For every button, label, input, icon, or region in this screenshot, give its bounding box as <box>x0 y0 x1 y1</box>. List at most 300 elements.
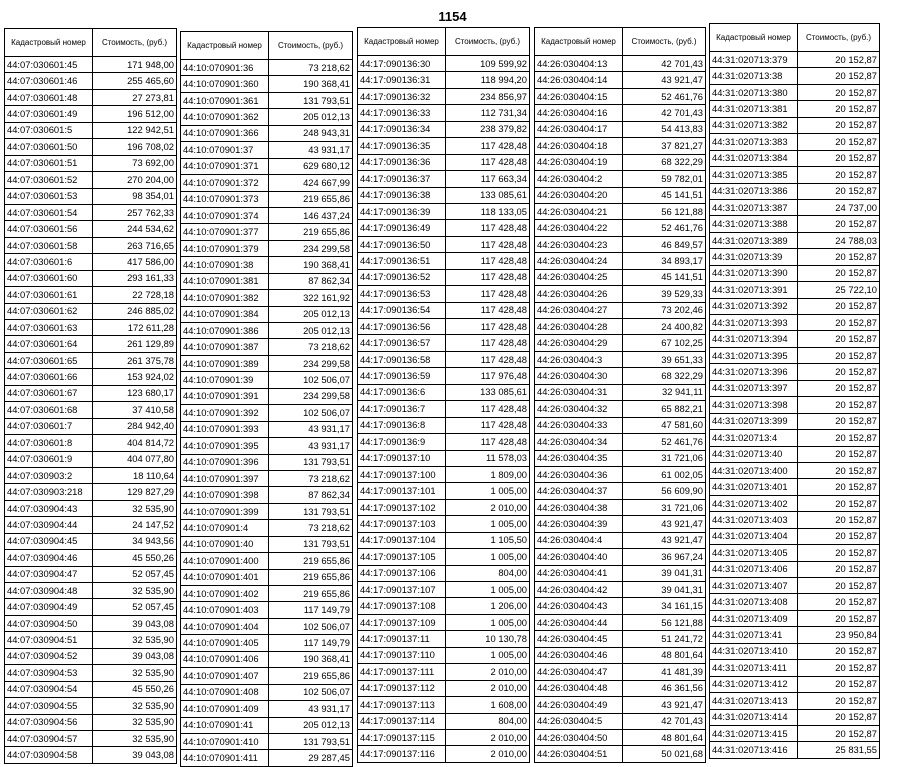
value-cell: 11 578,03 <box>446 450 530 466</box>
cadastral-number-cell: 44:26:030404:36 <box>535 466 623 482</box>
value-cell: 117 428,48 <box>446 269 530 285</box>
table-row <box>181 487 353 503</box>
cadastral-number-cell: 44:10:070901:40 <box>181 536 269 552</box>
cadastral-number-cell: 44:10:070901:396 <box>181 454 269 470</box>
value-cell: 1 005,00 <box>446 516 530 532</box>
table-row <box>535 516 706 532</box>
cadastral-number-cell: 44:17:090137:10 <box>358 450 446 466</box>
cadastral-number-cell: 44:10:070901:387 <box>181 339 269 355</box>
cadastral-number-cell: 44:10:070901:384 <box>181 306 269 322</box>
table-row <box>535 401 706 417</box>
cadastral-number-cell: 44:31:020713:392 <box>710 298 798 314</box>
table-row <box>5 73 177 89</box>
table-row <box>710 101 880 117</box>
cadastral-number-cell: 44:26:030404:40 <box>535 549 623 565</box>
cadastral-number-cell: 44:31:020713:382 <box>710 117 798 133</box>
table-row <box>358 220 530 236</box>
cadastral-number-cell: 44:26:030404:13 <box>535 56 623 72</box>
value-cell: 37 410,58 <box>93 402 177 418</box>
value-cell: 39 041,31 <box>623 565 706 581</box>
value-cell: 34 943,56 <box>93 533 177 549</box>
cadastral-number-cell: 44:07:030601:63 <box>5 320 93 336</box>
table-header-row <box>535 28 706 56</box>
value-cell: 2 010,00 <box>446 499 530 515</box>
table-row <box>535 664 706 680</box>
cadastral-number-cell: 44:17:090136:53 <box>358 286 446 302</box>
value-cell: 20 152,87 <box>798 693 880 709</box>
value-cell: 20 152,87 <box>798 101 880 117</box>
table-row <box>5 714 177 730</box>
table-row <box>535 614 706 630</box>
value-cell: 20 152,87 <box>798 578 880 594</box>
table-row <box>358 434 530 450</box>
table-row <box>181 125 353 141</box>
table-row <box>535 499 706 515</box>
cadastral-number-cell: 44:26:030404:27 <box>535 302 623 318</box>
table-row <box>181 454 353 470</box>
cadastral-number-cell: 44:07:030601:8 <box>5 435 93 451</box>
table-row <box>535 417 706 433</box>
value-cell: 20 152,87 <box>798 446 880 462</box>
cadastral-number-cell: 44:17:090137:100 <box>358 466 446 482</box>
table-row <box>5 172 177 188</box>
value-cell: 196 708,02 <box>93 139 177 155</box>
value-cell: 322 161,92 <box>269 290 353 306</box>
table-header-row <box>710 24 880 52</box>
cadastral-number-cell: 44:26:030404:21 <box>535 203 623 219</box>
table-row <box>5 287 177 303</box>
cadastral-number-cell: 44:31:020713:397 <box>710 380 798 396</box>
cadastral-number-cell: 44:10:070901:36 <box>181 60 269 76</box>
value-cell: 20 152,87 <box>798 134 880 150</box>
table-row <box>358 664 530 680</box>
cadastral-number-cell: 44:10:070901:361 <box>181 92 269 108</box>
cadastral-number-cell: 44:26:030404:22 <box>535 220 623 236</box>
cadastral-number-cell: 44:17:090137:112 <box>358 680 446 696</box>
value-cell: 32 535,90 <box>93 632 177 648</box>
table-row <box>181 372 353 388</box>
value-cell: 123 680,17 <box>93 385 177 401</box>
cadastral-number-cell: 44:07:030903:218 <box>5 484 93 500</box>
table-row <box>358 450 530 466</box>
table-row <box>710 528 880 544</box>
value-cell: 24 147,52 <box>93 517 177 533</box>
cadastral-number-cell: 44:07:030601:61 <box>5 287 93 303</box>
value-cell: 20 152,87 <box>798 68 880 84</box>
value-cell: 131 793,51 <box>269 536 353 552</box>
table-row <box>181 569 353 585</box>
cadastral-number-cell: 44:10:070901:377 <box>181 224 269 240</box>
cadastral-number-cell: 44:26:030404:51 <box>535 746 623 762</box>
value-cell: 20 152,87 <box>798 594 880 610</box>
table-row <box>535 203 706 219</box>
cadastral-number-cell: 44:17:090136:6 <box>358 384 446 400</box>
cadastral-number-cell: 44:07:030601:65 <box>5 352 93 368</box>
cadastral-number-cell: 44:07:030601:49 <box>5 106 93 122</box>
value-cell: 65 882,21 <box>623 401 706 417</box>
cadastral-number-cell: 44:26:030404:38 <box>535 499 623 515</box>
cadastral-number-cell: 44:31:020713:400 <box>710 462 798 478</box>
value-cell: 1 005,00 <box>446 582 530 598</box>
cadastral-number-cell: 44:26:030404:42 <box>535 582 623 598</box>
cadastral-number-cell: 44:07:030904:45 <box>5 533 93 549</box>
table-row <box>358 729 530 745</box>
table-header-row <box>5 29 177 57</box>
cadastral-number-cell: 44:10:070901:408 <box>181 684 269 700</box>
value-cell: 20 152,87 <box>798 117 880 133</box>
cadastral-number-cell: 44:31:020713:413 <box>710 693 798 709</box>
value-cell: 45 141,51 <box>623 269 706 285</box>
cadastral-number-cell: 44:31:020713:406 <box>710 561 798 577</box>
cadastral-number-cell: 44:26:030404:17 <box>535 121 623 137</box>
value-cell: 424 667,99 <box>269 175 353 191</box>
value-cell: 41 481,39 <box>623 664 706 680</box>
cadastral-number-cell: 44:07:030601:68 <box>5 402 93 418</box>
value-cell: 20 152,87 <box>798 561 880 577</box>
value-cell: 2 010,00 <box>446 664 530 680</box>
value-cell: 404 077,80 <box>93 451 177 467</box>
header-cadastral-number: Кадастровый номер <box>710 24 798 52</box>
value-cell: 45 141,51 <box>623 187 706 203</box>
value-cell: 117 428,48 <box>446 351 530 367</box>
table-row <box>710 265 880 281</box>
table-row <box>181 191 353 207</box>
cadastral-number-cell: 44:10:070901:409 <box>181 701 269 717</box>
cadastral-number-cell: 44:31:020713:414 <box>710 709 798 725</box>
cadastral-number-cell: 44:31:020713:383 <box>710 134 798 150</box>
table-row <box>181 207 353 223</box>
cadastral-number-cell: 44:26:030404:26 <box>535 286 623 302</box>
table-row <box>535 680 706 696</box>
table-row <box>181 536 353 552</box>
cadastral-number-cell: 44:10:070901:38 <box>181 257 269 273</box>
cadastral-number-cell: 44:17:090137:113 <box>358 697 446 713</box>
value-cell: 219 655,86 <box>269 553 353 569</box>
table-row <box>358 417 530 433</box>
value-cell: 248 943,31 <box>269 125 353 141</box>
cadastral-table-1 <box>4 28 177 764</box>
table-row <box>181 240 353 256</box>
table-row <box>358 138 530 154</box>
value-cell: 190 368,41 <box>269 651 353 667</box>
cadastral-number-cell: 44:07:030904:43 <box>5 500 93 516</box>
table-row <box>358 335 530 351</box>
table-row <box>710 347 880 363</box>
value-cell: 98 354,01 <box>93 188 177 204</box>
table-row <box>181 273 353 289</box>
table-row <box>181 701 353 717</box>
cadastral-table-2 <box>180 31 353 767</box>
cadastral-number-cell: 44:07:030904:44 <box>5 517 93 533</box>
cadastral-number-cell: 44:07:030601:51 <box>5 155 93 171</box>
value-cell: 20 152,87 <box>798 347 880 363</box>
table-row <box>5 566 177 582</box>
value-cell: 52 461,76 <box>623 88 706 104</box>
value-cell: 73 202,46 <box>623 302 706 318</box>
table-row <box>710 709 880 725</box>
value-cell: 47 581,60 <box>623 417 706 433</box>
value-cell: 24 400,82 <box>623 319 706 335</box>
table-row <box>710 660 880 676</box>
cadastral-number-cell: 44:17:090137:111 <box>358 664 446 680</box>
value-cell: 20 152,87 <box>798 397 880 413</box>
cadastral-number-cell: 44:26:030404:45 <box>535 631 623 647</box>
table-row <box>710 594 880 610</box>
value-cell: 29 287,45 <box>269 750 353 766</box>
table-row <box>710 512 880 528</box>
cadastral-number-cell: 44:10:070901:398 <box>181 487 269 503</box>
header-cadastral-number: Кадастровый номер <box>5 29 93 57</box>
cadastral-number-cell: 44:17:090136:33 <box>358 105 446 121</box>
cadastral-number-cell: 44:07:030904:46 <box>5 550 93 566</box>
table-row <box>5 500 177 516</box>
table-row <box>710 397 880 413</box>
cadastral-number-cell: 44:31:020713:391 <box>710 282 798 298</box>
value-cell: 205 012,13 <box>269 323 353 339</box>
cadastral-number-cell: 44:07:030904:47 <box>5 566 93 582</box>
table-row <box>535 368 706 384</box>
cadastral-number-cell: 44:31:020713:385 <box>710 167 798 183</box>
table-row <box>358 368 530 384</box>
value-cell: 25 722,10 <box>798 282 880 298</box>
cadastral-number-cell: 44:10:070901:366 <box>181 125 269 141</box>
table-row <box>181 290 353 306</box>
value-cell: 20 152,87 <box>798 528 880 544</box>
value-cell: 629 680,12 <box>269 158 353 174</box>
header-value: Стоимость, (руб.) <box>623 28 706 56</box>
table-row <box>5 730 177 746</box>
table-row <box>358 532 530 548</box>
value-cell: 31 721,06 <box>623 499 706 515</box>
value-cell: 284 942,40 <box>93 418 177 434</box>
table-row <box>5 747 177 763</box>
value-cell: 804,00 <box>446 565 530 581</box>
cadastral-number-cell: 44:10:070901:389 <box>181 355 269 371</box>
table-row <box>710 742 880 758</box>
table-row <box>535 532 706 548</box>
cadastral-number-cell: 44:17:090137:108 <box>358 598 446 614</box>
cadastral-number-cell: 44:07:030601:7 <box>5 418 93 434</box>
cadastral-number-cell: 44:07:030904:54 <box>5 681 93 697</box>
cadastral-number-cell: 44:26:030404:15 <box>535 88 623 104</box>
cadastral-number-cell: 44:26:030404:3 <box>535 351 623 367</box>
value-cell: 24 788,03 <box>798 232 880 248</box>
table-row <box>535 286 706 302</box>
cadastral-number-cell: 44:26:030404:33 <box>535 417 623 433</box>
value-cell: 122 942,51 <box>93 122 177 138</box>
value-cell: 129 827,29 <box>93 484 177 500</box>
value-cell: 133 085,61 <box>446 187 530 203</box>
table-row <box>710 693 880 709</box>
value-cell: 234 299,58 <box>269 388 353 404</box>
value-cell: 255 465,60 <box>93 73 177 89</box>
table-row <box>5 320 177 336</box>
cadastral-number-cell: 44:10:070901:41 <box>181 717 269 733</box>
table-row <box>358 351 530 367</box>
table-row <box>181 684 353 700</box>
table-row <box>5 418 177 434</box>
value-cell: 1 206,00 <box>446 598 530 614</box>
table-row <box>5 303 177 319</box>
value-cell: 68 322,29 <box>623 368 706 384</box>
cadastral-number-cell: 44:07:030904:58 <box>5 747 93 763</box>
cadastral-number-cell: 44:07:030904:53 <box>5 665 93 681</box>
table-row <box>181 323 353 339</box>
cadastral-number-cell: 44:17:090136:7 <box>358 401 446 417</box>
cadastral-number-cell: 44:17:090137:107 <box>358 582 446 598</box>
value-cell: 20 152,87 <box>798 479 880 495</box>
table-row <box>710 364 880 380</box>
value-cell: 117 428,48 <box>446 138 530 154</box>
cadastral-number-cell: 44:10:070901:411 <box>181 750 269 766</box>
table-row <box>181 60 353 76</box>
cadastral-number-cell: 44:07:030601:52 <box>5 172 93 188</box>
value-cell: 20 152,87 <box>798 709 880 725</box>
cadastral-number-cell: 44:07:030601:64 <box>5 336 93 352</box>
value-cell: 118 133,05 <box>446 203 530 219</box>
cadastral-table-3 <box>357 27 530 763</box>
value-cell: 20 152,87 <box>798 52 880 68</box>
value-cell: 20 152,87 <box>798 364 880 380</box>
cadastral-number-cell: 44:10:070901:395 <box>181 438 269 454</box>
table-row <box>535 72 706 88</box>
cadastral-number-cell: 44:10:070901:37 <box>181 142 269 158</box>
table-row <box>535 335 706 351</box>
value-cell: 117 663,34 <box>446 171 530 187</box>
table-row <box>710 183 880 199</box>
cadastral-number-cell: 44:17:090136:50 <box>358 236 446 252</box>
table-row <box>181 750 353 766</box>
table-row <box>181 339 353 355</box>
value-cell: 1 809,00 <box>446 466 530 482</box>
table-row <box>5 632 177 648</box>
cadastral-number-cell: 44:07:030903:2 <box>5 467 93 483</box>
table-row <box>358 582 530 598</box>
value-cell: 42 701,43 <box>623 713 706 729</box>
table-row <box>710 643 880 659</box>
value-cell: 205 012,13 <box>269 717 353 733</box>
value-cell: 20 152,87 <box>798 610 880 626</box>
table-row <box>358 697 530 713</box>
table-row <box>535 450 706 466</box>
table-row <box>358 154 530 170</box>
table-row <box>710 495 880 511</box>
table-row <box>535 121 706 137</box>
cadastral-number-cell: 44:26:030404:19 <box>535 154 623 170</box>
value-cell: 48 801,64 <box>623 647 706 663</box>
table-row <box>358 105 530 121</box>
table-row <box>535 302 706 318</box>
value-cell: 42 701,43 <box>623 105 706 121</box>
value-cell: 244 534,62 <box>93 221 177 237</box>
value-cell: 51 241,72 <box>623 631 706 647</box>
cadastral-number-cell: 44:07:030904:55 <box>5 698 93 714</box>
value-cell: 1 005,00 <box>446 647 530 663</box>
cadastral-number-cell: 44:26:030404:41 <box>535 565 623 581</box>
table-row <box>5 139 177 155</box>
value-cell: 219 655,86 <box>269 224 353 240</box>
cadastral-number-cell: 44:31:020713:41 <box>710 627 798 643</box>
cadastral-number-cell: 44:26:030404:4 <box>535 532 623 548</box>
value-cell: 205 012,13 <box>269 109 353 125</box>
value-cell: 73 218,62 <box>269 520 353 536</box>
cadastral-number-cell: 44:07:030904:56 <box>5 714 93 730</box>
value-cell: 246 885,02 <box>93 303 177 319</box>
value-cell: 20 152,87 <box>798 495 880 511</box>
value-cell: 20 152,87 <box>798 265 880 281</box>
cadastral-number-cell: 44:17:090137:115 <box>358 729 446 745</box>
cadastral-number-cell: 44:07:030904:57 <box>5 730 93 746</box>
value-cell: 20 152,87 <box>798 413 880 429</box>
table-row <box>710 68 880 84</box>
table-row <box>710 413 880 429</box>
cadastral-number-cell: 44:26:030404:31 <box>535 384 623 400</box>
cadastral-number-cell: 44:07:030601:54 <box>5 204 93 220</box>
value-cell: 117 149,79 <box>269 602 353 618</box>
table-row <box>5 615 177 631</box>
table-row <box>5 221 177 237</box>
value-cell: 2 010,00 <box>446 729 530 745</box>
table-row <box>5 188 177 204</box>
value-cell: 20 152,87 <box>798 380 880 396</box>
cadastral-number-cell: 44:26:030404:50 <box>535 729 623 745</box>
value-cell: 37 821,27 <box>623 138 706 154</box>
value-cell: 1 105,50 <box>446 532 530 548</box>
cadastral-number-cell: 44:31:020713:416 <box>710 742 798 758</box>
cadastral-number-cell: 44:31:020713:386 <box>710 183 798 199</box>
value-cell: 73 218,62 <box>269 60 353 76</box>
table-row <box>5 665 177 681</box>
header-cadastral-number: Кадастровый номер <box>181 32 269 60</box>
cadastral-number-cell: 44:10:070901:4 <box>181 520 269 536</box>
table-row <box>5 385 177 401</box>
cadastral-number-cell: 44:17:090136:9 <box>358 434 446 450</box>
value-cell: 43 931,17 <box>269 421 353 437</box>
value-cell: 270 204,00 <box>93 172 177 188</box>
value-cell: 261 375,78 <box>93 352 177 368</box>
table-row <box>5 57 177 73</box>
cadastral-number-cell: 44:17:090137:105 <box>358 549 446 565</box>
cadastral-number-cell: 44:07:030904:50 <box>5 615 93 631</box>
table-row <box>358 466 530 482</box>
table-row <box>5 467 177 483</box>
table-row <box>181 618 353 634</box>
value-cell: 117 428,48 <box>446 401 530 417</box>
table-row <box>710 52 880 68</box>
cadastral-number-cell: 44:10:070901:410 <box>181 733 269 749</box>
value-cell: 117 976,48 <box>446 368 530 384</box>
cadastral-number-cell: 44:31:020713:408 <box>710 594 798 610</box>
table-row <box>535 483 706 499</box>
table-row <box>535 319 706 335</box>
table-row <box>535 647 706 663</box>
cadastral-table-5 <box>709 23 880 759</box>
value-cell: 43 931,17 <box>269 438 353 454</box>
cadastral-number-cell: 44:26:030404:20 <box>535 187 623 203</box>
value-cell: 404 814,72 <box>93 435 177 451</box>
cadastral-number-cell: 44:26:030404:43 <box>535 598 623 614</box>
table-row <box>535 351 706 367</box>
value-cell: 153 924,02 <box>93 369 177 385</box>
value-cell: 102 506,07 <box>269 372 353 388</box>
value-cell: 23 950,84 <box>798 627 880 643</box>
value-cell: 20 152,87 <box>798 167 880 183</box>
value-cell: 117 428,48 <box>446 286 530 302</box>
value-cell: 20 152,87 <box>798 643 880 659</box>
table-row <box>535 434 706 450</box>
cadastral-number-cell: 44:31:020713:399 <box>710 413 798 429</box>
table-row <box>535 631 706 647</box>
